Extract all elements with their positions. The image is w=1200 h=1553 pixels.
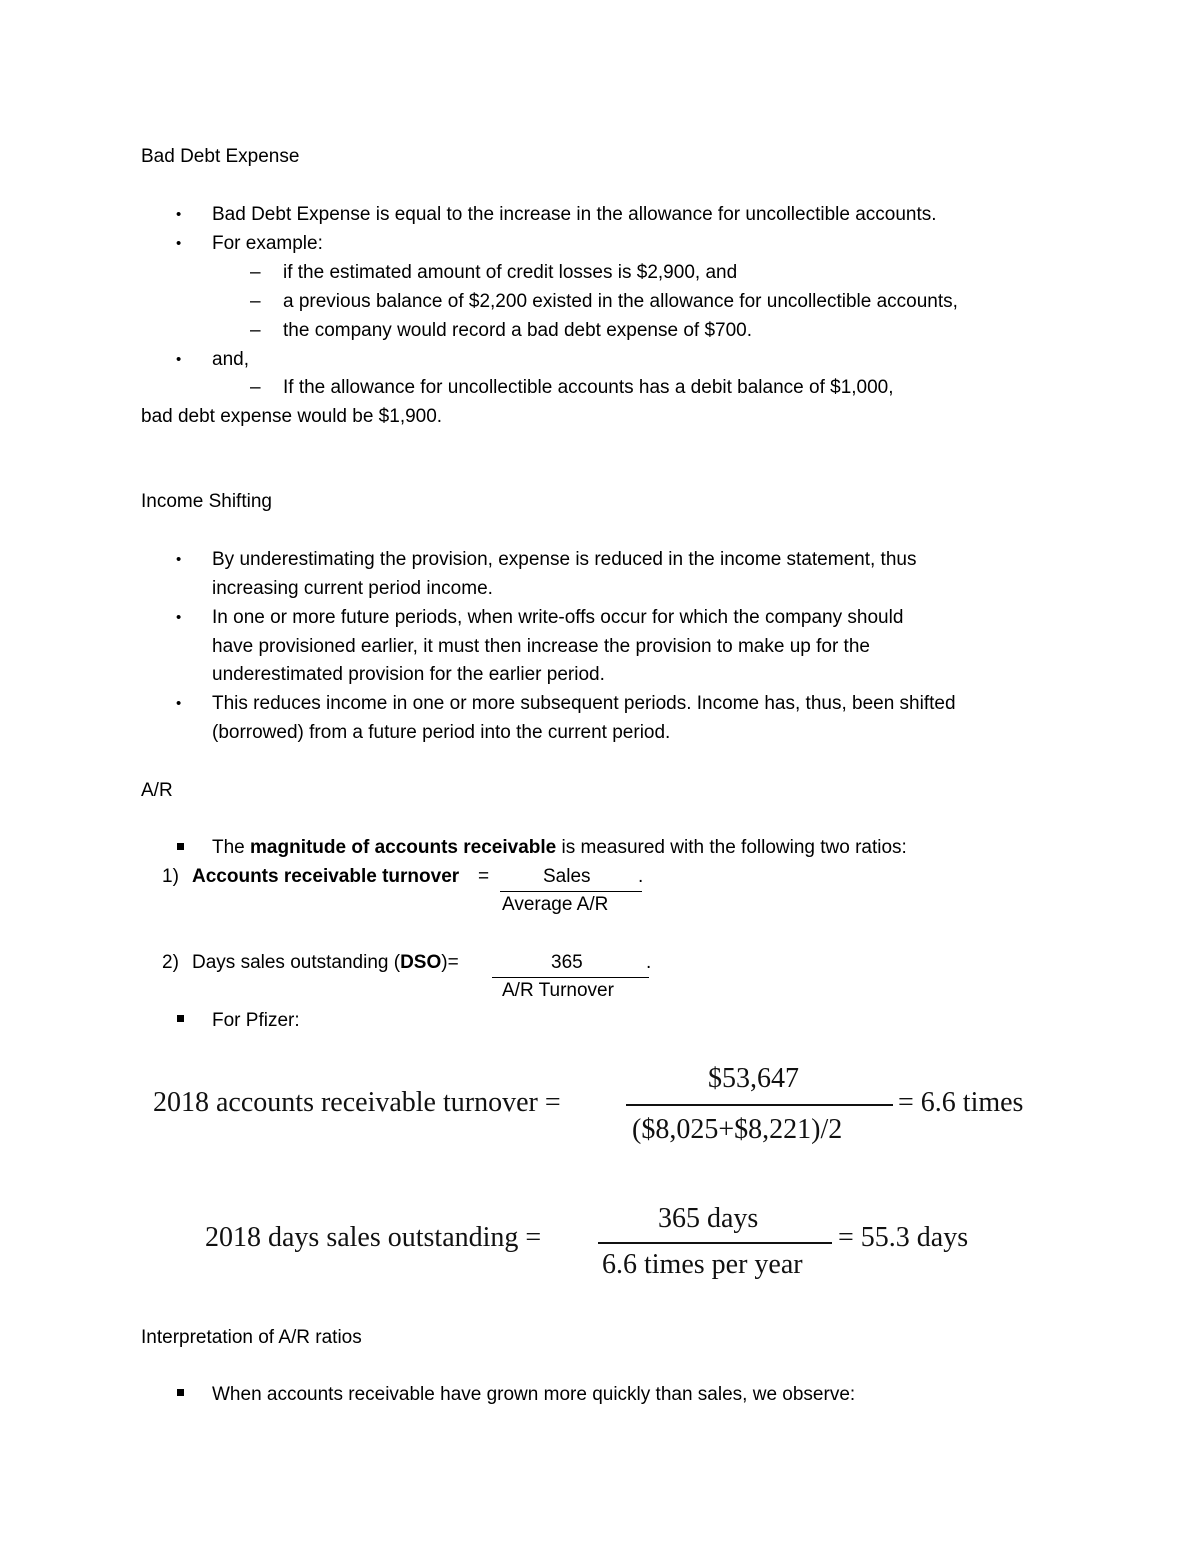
formula-1-denominator: ($8,025+$8,221)/2 (632, 1114, 843, 1145)
heading-income-shifting: Income Shifting (141, 491, 272, 512)
list-item-continuation: underestimated provision for the earlier period. (212, 664, 605, 685)
list-item: For Pfizer: (212, 1010, 300, 1031)
formula-2-denominator: 6.6 times per year (602, 1249, 803, 1280)
square-bullet (177, 1389, 184, 1396)
square-bullet (177, 1015, 184, 1022)
ratio-equals: = (478, 866, 490, 887)
ratio-numerator: Sales (543, 866, 591, 887)
list-item: When accounts receivable have grown more quickly than sales, we observe: (212, 1384, 856, 1405)
formula-2-lhs: 2018 days sales outstanding = (205, 1222, 542, 1253)
bullet-dot: • (176, 551, 182, 568)
ratio-numerator: 365 (551, 952, 583, 973)
list-item: In one or more future periods, when write-offs occur for which the company should (212, 607, 904, 628)
square-bullet (177, 843, 184, 850)
ratio-period: . (646, 952, 652, 973)
dash-marker: – (250, 262, 261, 283)
bullet-dot: • (176, 235, 182, 252)
heading-bad-debt-expense: Bad Debt Expense (141, 146, 300, 167)
dash-marker: – (250, 377, 261, 398)
list-item: For example: (212, 233, 323, 254)
formula-1-numerator: $53,647 (708, 1063, 799, 1094)
heading-interpretation: Interpretation of A/R ratios (141, 1327, 362, 1348)
sub-list-item: a previous balance of $2,200 existed in the allowance for uncollectible accounts, (283, 291, 958, 312)
formula-2-rhs: = 55.3 days (838, 1222, 969, 1253)
bullet-dot: • (176, 609, 182, 626)
ratio-denominator: Average A/R (502, 894, 609, 915)
list-item: Bad Debt Expense is equal to the increase in the allowance for uncollectible accounts. (212, 204, 937, 225)
paragraph-text: bad debt expense would be $1,900. (141, 406, 443, 427)
list-item: By underestimating the provision, expense is reduced in the income statement, thus (212, 549, 917, 570)
ratio-label (192, 948, 459, 977)
ratio-label-bold: DSO (400, 952, 442, 973)
ratio-label: Accounts receivable turnover (192, 866, 460, 887)
ar-intro-bold: magnitude of accounts receivable (250, 837, 557, 858)
sub-list-item: If the allowance for uncollectible accounts has a debit balance of $1,000, (283, 377, 894, 398)
ratio-number: 2) (162, 952, 179, 973)
formula-2-numerator: 365 days (658, 1203, 759, 1234)
ratio-number: 1) (162, 866, 179, 887)
list-item-continuation: have provisioned earlier, it must then increase the provision to make up for the (212, 636, 870, 657)
formula-1-fraction-bar (626, 1104, 893, 1106)
ar-intro-post: is measured with the following two ratios: (556, 837, 907, 858)
list-item-continuation: (borrowed) from a future period into the current period. (212, 722, 671, 743)
dash-marker: – (250, 320, 261, 341)
bullet-dot: • (176, 695, 182, 712)
formula-1-rhs: = 6.6 times (898, 1087, 1024, 1118)
dash-marker: – (250, 291, 261, 312)
ratio-denominator: A/R Turnover (502, 980, 614, 1001)
sub-list-item: the company would record a bad debt expense of $700. (283, 320, 752, 341)
bullet-dot: • (176, 351, 182, 368)
ratio-label-pre: Days sales outstanding ( (192, 952, 401, 973)
ar-intro (212, 833, 907, 862)
formula-1-lhs: 2018 accounts receivable turnover = (153, 1087, 561, 1118)
sub-list-item: if the estimated amount of credit losses is $2,900, and (283, 262, 738, 283)
list-item-continuation: increasing current period income. (212, 578, 493, 599)
ar-intro-pre: The (212, 837, 251, 858)
bullet-dot: • (176, 206, 182, 223)
list-item: and, (212, 349, 249, 370)
heading-ar: A/R (141, 780, 173, 801)
formula-2-fraction-bar (598, 1242, 832, 1244)
ratio-label-post: )= (441, 952, 459, 973)
ratio-period: . (638, 866, 644, 887)
list-item: This reduces income in one or more subsequent periods. Income has, thus, been shifted (212, 693, 956, 714)
